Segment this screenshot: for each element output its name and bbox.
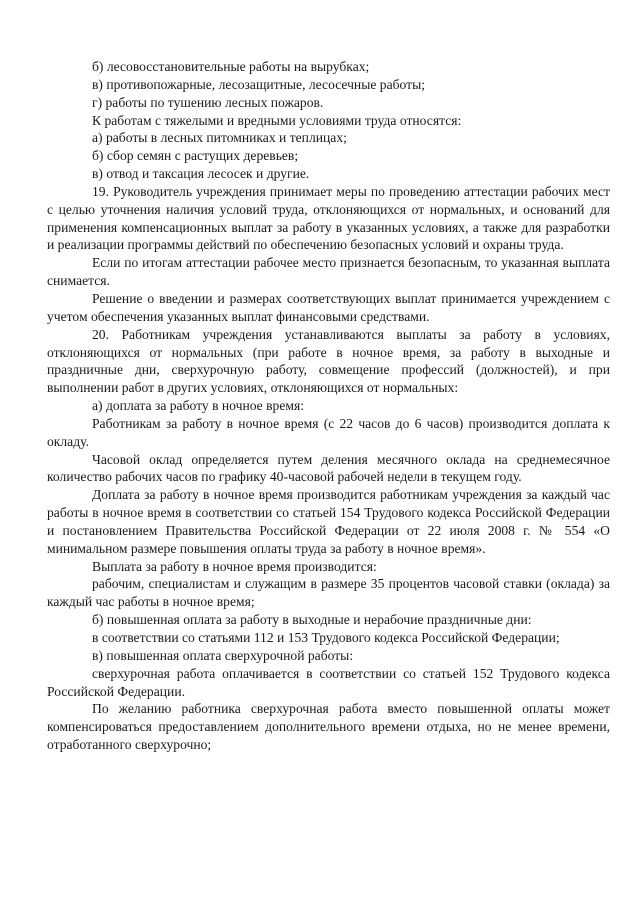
paragraph: а) работы в лесных питомниках и теплицах; — [92, 130, 347, 146]
paragraph: Доплата за работу в ночное время производится работникам учреждения за каждый час работы в ночное время в соответствии со статьей 154 Трудового кодекса Российской Федерации и постановлением Правительства Российской Федерации от 22 июля 2008 г. № 554 «О минимальном размере повышения оплаты труда за работу в ночное время». — [47, 487, 610, 556]
paragraph: в) отвод и таксация лесосек и другие. — [92, 166, 310, 182]
paragraph: Если по итогам аттестации рабочее место признается безопасным, то указанная выплата снимается. — [47, 255, 610, 289]
paragraph: в соответствии со статьями 112 и 153 Трудового кодекса Российской Федерации; — [92, 630, 560, 645]
paragraph: в) противопожарные, лесозащитные, лесосечные работы; — [92, 76, 425, 92]
paragraph: рабочим, специалистам и служащим в размере 35 процентов часовой ставки (оклада) за каждый час работы в ночное время; — [47, 576, 610, 610]
paragraph: 20. Работникам учреждения устанавливаются выплаты за работу в условиях, отклоняющихся от нормальных (при работе в ночное время, за работу в выходные и праздничные дни, сверхурочную работу, совмещение профессий (должностей), и при выполнении работ в других условиях, отклоняющихся от нормальных: — [47, 326, 610, 396]
paragraph: а) доплата за работу в ночное время: — [92, 398, 304, 414]
paragraph: сверхурочная работа оплачивается в соответствии со статьей 152 Трудового кодекса Российской Федерации. — [47, 665, 610, 699]
paragraph: Часовой оклад определяется путем деления месячного оклада на среднемесячное количество рабочих часов по графику 40-часовой рабочей недели в текущем году. — [47, 451, 610, 485]
paragraph: По желанию работника сверхурочная работа вместо повышенной оплаты может компенсироваться предоставлением дополнительного времени отдыха, но не менее времени, отработанного сверхурочно; — [47, 701, 610, 753]
paragraph: Выплата за работу в ночное время производится: — [92, 558, 377, 574]
paragraph: Решение о введении и размерах соответствующих выплат принимается учреждением с учетом обеспечения указанных выплат финансовыми средствами. — [47, 290, 610, 324]
paragraph: б) лесовосстановительные работы на вырубках; — [92, 59, 370, 74]
paragraph: б) повышенная оплата за работу в выходные и нерабочие праздничные дни: — [92, 612, 532, 628]
paragraph: в) повышенная оплата сверхурочной работы: — [92, 647, 354, 663]
paragraph: б) сбор семян с растущих деревьев; — [92, 148, 299, 164]
paragraph: К работам с тяжелыми и вредными условиями труда относятся: — [92, 112, 462, 128]
paragraph: 19. Руководитель учреждения принимает меры по проведению аттестации рабочих мест с целью уточнения наличия условий труда, отклоняющихся от нормальных, и оснований для применения компенсационных выплат за работу в указанных условиях, а также для разработки и реализации программы действий по обеспечению безопасных условий и охраны труда. — [47, 183, 610, 253]
paragraph: Работникам за работу в ночное время (с 22 часов до 6 часов) производится доплата к окладу. — [47, 415, 610, 449]
paragraph: г) работы по тушению лесных пожаров. — [92, 94, 324, 110]
document-body — [47, 58, 610, 754]
